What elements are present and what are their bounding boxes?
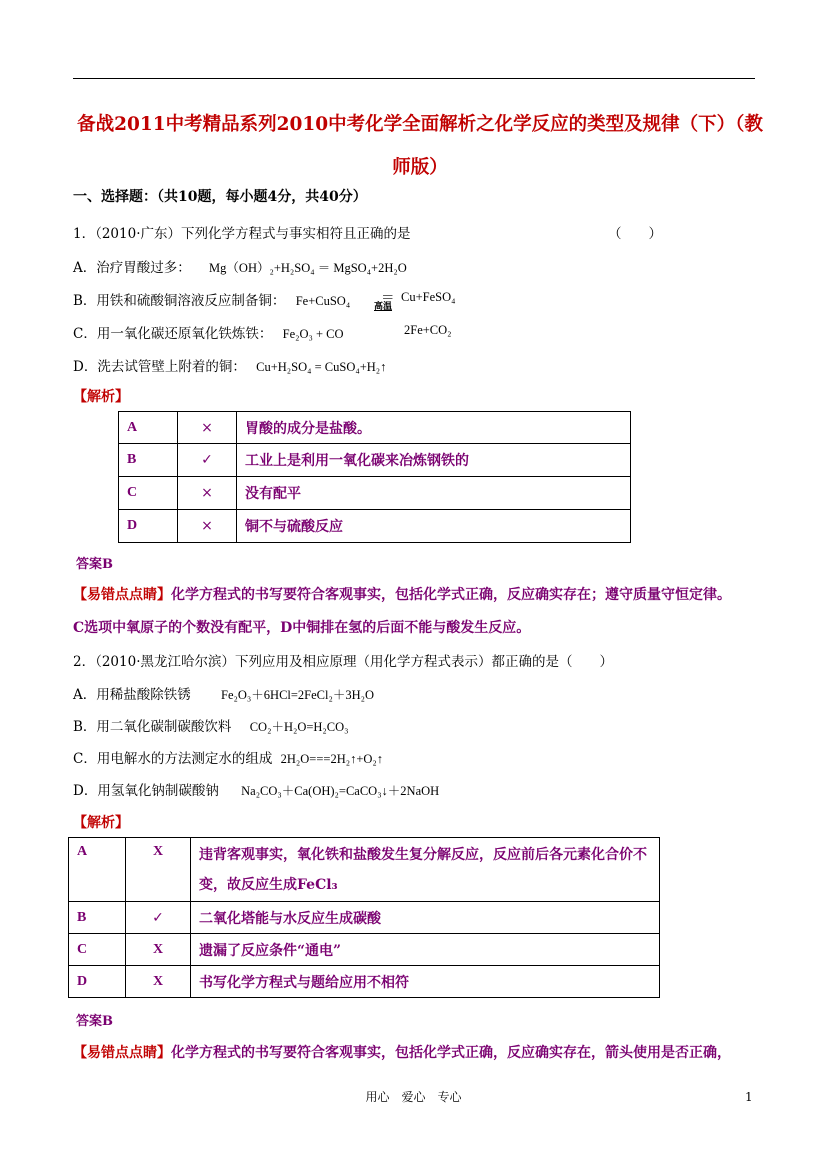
q1-option-b-equation: Fe+CuSO₄: [295, 294, 351, 308]
q1-analysis-label: 【解析】: [73, 389, 129, 405]
table-row: [69, 902, 660, 934]
page-footer: 用心 爱心 专心: [365, 1090, 462, 1104]
q1-option-b: [73, 289, 350, 309]
q2-option-d: [73, 779, 439, 799]
q2-option-c-label: C．用电解水的方法测定水的组成: [73, 751, 273, 767]
q2-option-b: [73, 715, 349, 735]
q1-option-c-label: C．用一氧化碳还原氧化铁炼铁：: [73, 326, 273, 342]
table-cell-option: A: [119, 412, 178, 444]
page-number: 1: [745, 1090, 753, 1104]
q2-option-b-label: B．用二氧化碳制碳酸饮料: [73, 719, 232, 735]
q2-option-c: [73, 747, 383, 767]
table-cell-mark: X: [126, 838, 191, 902]
table-row: [69, 934, 660, 966]
table-cell-mark: ×: [178, 510, 237, 543]
table-cell-option: D: [119, 510, 178, 543]
table-row: [119, 444, 631, 477]
q1-tip-line1: [73, 584, 731, 604]
table-cell-reason: 书写化学方程式与题给应用不相符: [191, 966, 660, 998]
q2-option-a: [73, 683, 374, 703]
q2-answer: 答案B: [76, 1014, 113, 1029]
q1-option-d-label: D．洗去试管壁上附着的铜：: [73, 359, 246, 375]
table-cell-reason: 胃酸的成分是盐酸。: [237, 412, 631, 444]
q1-option-d: [73, 355, 386, 375]
header-rule: [73, 78, 755, 79]
table-cell-option: C: [69, 934, 126, 966]
q2-option-a-equation: Fe₂O₃＋6HCl=2FeCl₂＋3H₂O: [221, 688, 375, 702]
q2-tip-text: 化学方程式的书写要符合客观事实，包括化学式正确，反应确实存在，箭头使用是否正确，: [171, 1045, 731, 1061]
table-row: [69, 838, 660, 902]
q2-tip-label: 【易错点点睛】: [73, 1045, 171, 1061]
table-cell-option: B: [69, 902, 126, 934]
q1-option-b-eq-sign: ＝: [381, 290, 395, 306]
table-cell-reason: 铜不与硫酸反应: [237, 510, 631, 543]
q2-analysis-label: 【解析】: [73, 815, 129, 831]
q1-option-c-product: 2Fe+CO₂: [404, 323, 452, 337]
table-cell-mark: ×: [178, 477, 237, 510]
table-cell-mark: ✓: [178, 444, 237, 477]
table-row: [119, 510, 631, 543]
q2-option-a-label: A．用稀盐酸除铁锈: [73, 687, 191, 703]
q2-analysis-table: [68, 837, 660, 998]
q1-option-a: [73, 256, 407, 276]
q2-option-c-equation: 2H₂O===2H₂↑+O₂↑: [280, 752, 384, 766]
table-cell-reason: 违背客观事实，氧化铁和盐酸发生复分解反应，反应前后各元素化合价不变，故反应生成FeCl₃: [191, 838, 660, 902]
q1-option-b-product: Cu+FeSO₄: [401, 290, 456, 304]
q1-option-a-label: A．治疗胃酸过多：: [73, 260, 191, 276]
q2-option-b-equation: CO₂＋H₂O=H₂CO₃: [249, 720, 349, 734]
table-cell-reason: 没有配平: [237, 477, 631, 510]
table-cell-option: A: [69, 838, 126, 902]
q1-analysis-table: [118, 411, 631, 543]
table-row: [119, 412, 631, 444]
q2-stem: 2．（2010·黑龙江哈尔滨）下列应用及相应原理（用化学方程式表示）都正确的是（ ）: [73, 654, 613, 670]
section-heading: 一、选择题：（共10题，每小题4分，共40分）: [73, 189, 367, 205]
q1-answer: 答案B: [76, 557, 113, 572]
doc-title-line2: 师版）: [392, 157, 448, 178]
table-cell-reason: 二氧化塔能与水反应生成碳酸: [191, 902, 660, 934]
q2-option-d-equation: Na₂CO₃＋Ca(OH)₂=CaCO₃↓＋2NaOH: [241, 784, 440, 798]
table-cell-mark: ✓: [126, 902, 191, 934]
table-cell-option: B: [119, 444, 178, 477]
table-cell-option: D: [69, 966, 126, 998]
table-cell-option: C: [119, 477, 178, 510]
table-cell-mark: X: [126, 934, 191, 966]
table-row: [119, 477, 631, 510]
q1-tip-text: 化学方程式的书写要符合客观事实，包括化学式正确，反应确实存在；遵守质量守恒定律。: [171, 587, 731, 603]
table-cell-mark: X: [126, 966, 191, 998]
doc-title-line1: 备战2011中考精品系列2010中考化学全面解析之化学反应的类型及规律（下）（教: [77, 114, 763, 135]
q1-option-b-condition: 高温: [374, 302, 393, 312]
q1-option-a-equation: Mg（OH）₂+H₂SO₄ ＝ MgSO₄+2H₂O: [209, 261, 407, 275]
q1-option-b-label: B．用铁和硫酸铜溶液反应制备铜：: [73, 293, 286, 309]
q1-option-c-equation: Fe₂O₃ + CO: [282, 327, 344, 341]
q1-stem: 1．（2010·广东）下列化学方程式与事实相符且正确的是: [73, 226, 411, 242]
q1-option-d-equation: Cu+H₂SO₄ = CuSO₄+H₂↑: [256, 360, 387, 374]
q1-option-c: [73, 322, 344, 342]
q1-answer-bracket: （ ）: [608, 226, 662, 242]
table-row: [69, 966, 660, 998]
table-cell-reason: 遗漏了反应条件“通电”: [191, 934, 660, 966]
q1-tip-label: 【易错点点睛】: [73, 587, 171, 603]
q2-option-d-label: D．用氢氧化钠制碳酸钠: [73, 783, 219, 799]
table-cell-reason: 工业上是利用一氧化碳来冶炼钢铁的: [237, 444, 631, 477]
table-cell-mark: ×: [178, 412, 237, 444]
q1-tip-line2: C选项中氧原子的个数没有配平，D中铜排在氢的后面不能与酸发生反应。: [73, 620, 531, 636]
q2-tip-line1: [73, 1042, 731, 1062]
